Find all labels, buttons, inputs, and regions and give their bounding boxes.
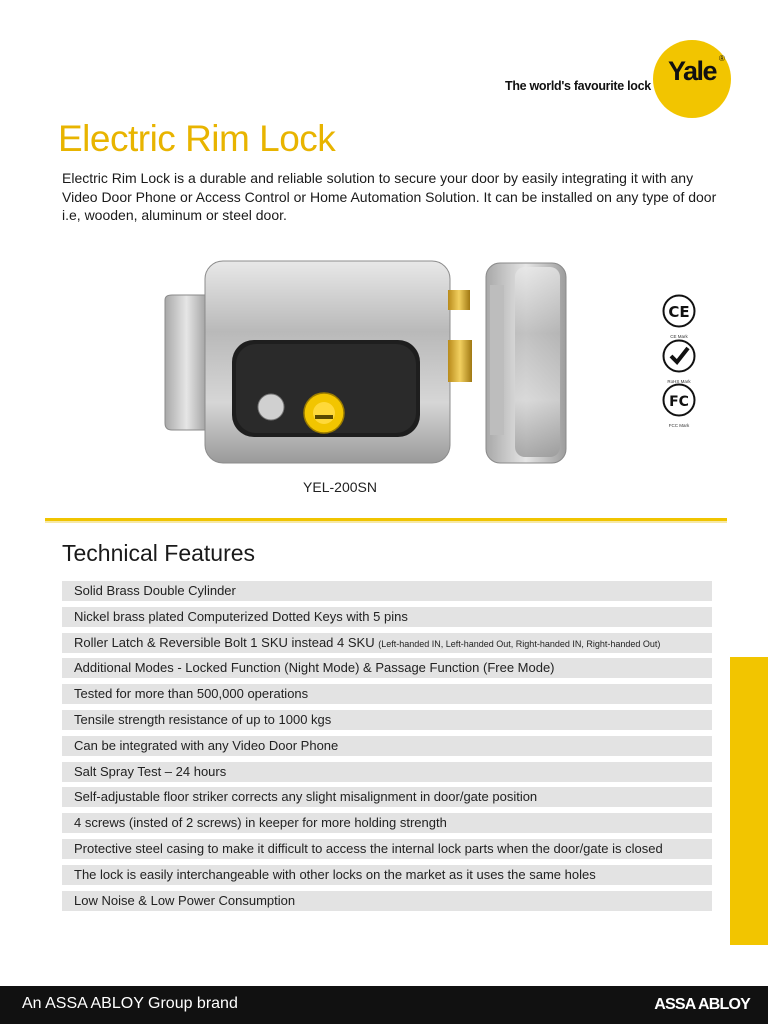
feature-text: Roller Latch & Reversible Bolt 1 SKU instead 4 SKU [74, 634, 375, 650]
assa-abloy-logo: ASSA ABLOY [654, 996, 750, 1013]
section-divider [45, 518, 727, 523]
fcc-mark-label: FCC Mark [668, 423, 690, 428]
yale-logo-text: Yale [667, 56, 717, 86]
feature-text: Tested for more than 500,000 operations [74, 686, 309, 702]
rohs-mark-label: RoHS Mark [667, 379, 691, 384]
feature-text: Low Noise & Low Power Consumption [74, 892, 296, 908]
rim-lock-product-photo [160, 255, 580, 470]
feature-row [62, 813, 712, 833]
accent-side-bar [730, 657, 768, 945]
feature-text: Can be integrated with any Video Door Phone [74, 737, 339, 753]
model-number: YEL-200SN [303, 479, 377, 495]
section-title-technical-features: Technical Features [62, 540, 256, 566]
features-list [62, 581, 712, 916]
feature-text: Self-adjustable floor striker corrects any slight misalignment in door/gate position [74, 789, 538, 805]
feature-text: Salt Spray Test – 24 hours [74, 763, 227, 779]
ce-mark-label: CE Mark [670, 334, 688, 339]
rohs-mark-icon [662, 339, 696, 373]
ce-mark-icon [662, 294, 696, 328]
feature-row [62, 762, 712, 782]
fcc-mark [662, 383, 696, 428]
rohs-mark [662, 339, 696, 384]
feature-text: Solid Brass Double Cylinder [74, 583, 236, 598]
fcc-mark-icon [662, 383, 696, 417]
feature-text: Nickel brass plated Computerized Dotted Keys with 5 pins [74, 608, 408, 624]
feature-text: Additional Modes - Locked Function (Night Mode) & Passage Function (Free Mode) [74, 660, 555, 676]
brand-tagline: The world's favourite lock [505, 79, 651, 93]
svg-text:FC: FC [669, 394, 689, 410]
feature-row [62, 684, 712, 704]
feature-text: Protective steel casing to make it difficult to access the internal lock parts when the door/gate is closed [74, 840, 663, 856]
feature-row [62, 736, 712, 756]
feature-row [62, 787, 712, 807]
product-intro: Electric Rim Lock is a durable and reliable solution to secure your door by easily integrating it with any Video Door Phone or Access Control or Home Automation Solution. It can be installed on any type of door i.e, wooden, aluminum or steel door. [62, 170, 717, 223]
feature-row [62, 607, 712, 627]
registered-mark: ® [719, 54, 725, 63]
feature-row [62, 891, 712, 911]
feature-row [62, 839, 712, 859]
svg-text:CE: CE [668, 303, 690, 321]
feature-text: 4 screws (insted of 2 screws) in keeper for more holding strength [74, 815, 447, 831]
page-title: Electric Rim Lock [58, 118, 336, 159]
feature-row [62, 658, 712, 678]
feature-row [62, 581, 712, 601]
feature-text: The lock is easily interchangeable with other locks on the market as it uses the same holes [74, 866, 596, 882]
feature-row [62, 865, 712, 885]
ce-mark [662, 294, 696, 339]
feature-row [62, 633, 712, 653]
feature-row [62, 710, 712, 730]
feature-text: Tensile strength resistance of up to 1000 kgs [74, 711, 332, 727]
footer-group-brand: An ASSA ABLOY Group brand [22, 995, 238, 1012]
feature-note: (Left-handed IN, Left-handed Out, Right-handed IN, Right-handed Out) [378, 638, 661, 649]
